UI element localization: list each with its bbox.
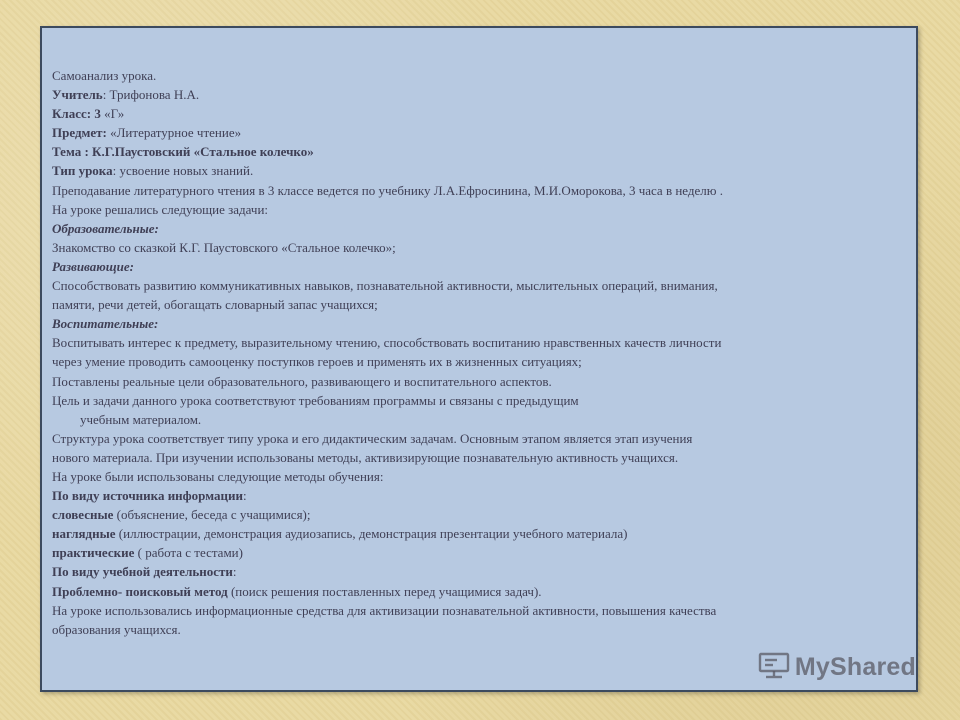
- slide: [40, 26, 918, 692]
- paragraph-developing-2: памяти, речи детей, обогащать словарный запас учащихся;: [52, 297, 378, 313]
- class-line: [52, 104, 892, 123]
- subject-label: Предмет:: [52, 125, 107, 141]
- visual-line: [52, 524, 892, 543]
- class-value: «Г»: [100, 106, 125, 122]
- paragraph-structure-2: нового материала. При изучении использованы методы, активизирующие познавательную активность учащихся.: [52, 449, 679, 465]
- heading-upbringing: Воспитательные:: [52, 316, 159, 332]
- projector-screen-icon: [757, 651, 795, 684]
- paragraph-info-1: На уроке использовались информационные средства для активизации познавательной активности, повышения качества: [52, 602, 717, 618]
- paragraph-goals: Поставлены реальные цели образовательного, развивающего и воспитательного аспектов.: [52, 373, 552, 389]
- teacher-line: [52, 85, 892, 104]
- topic-line: Тема : К.Г.Паустовский «Стальное колечко»: [52, 144, 314, 160]
- heading-developing: Развивающие:: [52, 258, 134, 274]
- source-heading-label: По виду источника информации: [52, 488, 243, 504]
- teacher-value: : Трифонова Н.А.: [102, 87, 200, 103]
- myshared-watermark: [757, 651, 916, 684]
- source-heading-line: [52, 486, 892, 505]
- slide-text: [52, 66, 892, 639]
- subject-value: «Литературное чтение»: [106, 125, 242, 141]
- lesson-type-label: Тип урока: [52, 163, 113, 179]
- verbal-value: (объяснение, беседа с учащимися);: [113, 507, 311, 523]
- paragraph-info-2: образования учащихся.: [52, 621, 181, 637]
- watermark-text: MyShared: [794, 653, 916, 681]
- verbal-line: [52, 505, 892, 524]
- paragraph-upbringing-2: через умение проводить самооценку поступков героев и применять их в жизненных ситуациях;: [52, 354, 582, 370]
- problem-value: (поиск решения поставленных перед учащимися задач).: [227, 583, 542, 599]
- paragraph-tasks-intro: На уроке решались следующие задачи:: [52, 201, 269, 217]
- heading-educational: Образовательные:: [52, 220, 159, 236]
- activity-heading-label: По виду учебной деятельности: [52, 564, 233, 580]
- practical-value: ( работа с тестами): [134, 545, 243, 561]
- problem-line: [52, 582, 892, 601]
- paragraph-educational: Знакомство со сказкой К.Г. Паустовского «Стальное колечко»;: [52, 239, 396, 255]
- paragraph-textbook: Преподавание литературного чтения в 3 классе ведется по учебнику Л.А.Ефросинина, М.И.Оморокова, 3 часа в неделю .: [52, 182, 723, 198]
- paragraph-developing-1: Способствовать развитию коммуникативных навыков, познавательной активности, мыслительных операций, внимания,: [52, 278, 718, 294]
- visual-value: (иллюстрации, демонстрация аудиозапись, демонстрация презентации учебного материала): [115, 526, 628, 542]
- activity-heading-value: :: [232, 564, 237, 580]
- source-heading-value: :: [242, 488, 247, 504]
- visual-label: наглядные: [52, 526, 116, 542]
- practical-label: практические: [52, 545, 135, 561]
- lesson-type-line: [52, 161, 892, 180]
- teacher-label: Учитель: [52, 87, 103, 103]
- lesson-type-value: : усвоение новых знаний.: [112, 163, 254, 179]
- paragraph-program-2: учебным материалом.: [80, 411, 202, 427]
- doc-title: Самоанализ урока.: [52, 68, 157, 83]
- paragraph-program-1: Цель и задачи данного урока соответствуют требованиям программы и связаны с предыдущим: [52, 392, 579, 408]
- paragraph-upbringing-1: Воспитывать интерес к предмету, выразительному чтению, способствовать воспитанию нравственных качеств личности: [52, 335, 722, 351]
- class-label: Класс: 3: [52, 106, 101, 122]
- practical-line: [52, 543, 892, 562]
- paragraph-structure-1: Структура урока соответствует типу урока и его дидактическим задачам. Основным этапом является этап изучения: [52, 430, 693, 446]
- activity-heading-line: [52, 562, 892, 581]
- subject-line: [52, 123, 892, 142]
- paragraph-methods-intro: На уроке были использованы следующие методы обучения:: [52, 468, 384, 484]
- problem-label: Проблемно- поисковый метод: [52, 583, 228, 599]
- verbal-label: словесные: [52, 507, 114, 523]
